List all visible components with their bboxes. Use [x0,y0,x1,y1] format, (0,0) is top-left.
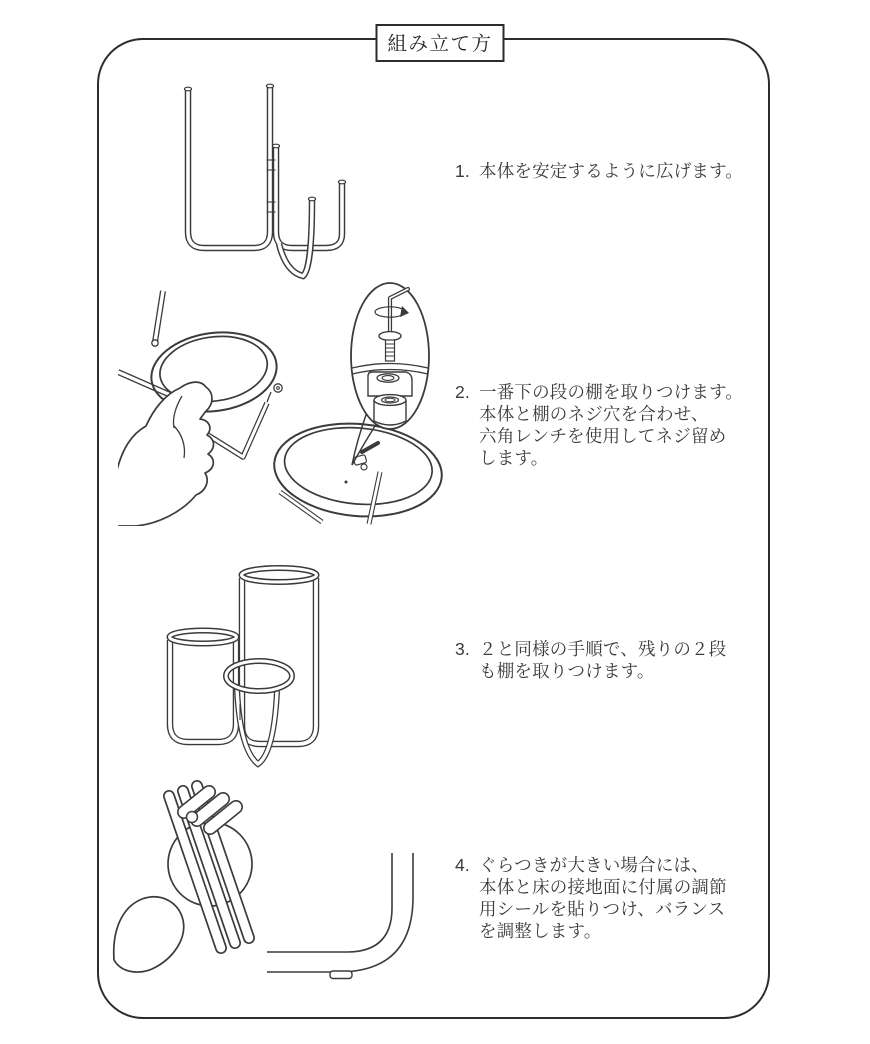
assembled-stand-drawing [158,552,398,782]
step-text-line: も棚を取りつけます。 [479,661,655,681]
screw-head-icon [152,340,158,346]
short-frame [170,631,237,743]
apply-seal-drawing [112,780,432,985]
step-text-line: 用シールを貼りつけ、バランス [479,899,726,919]
frame-front-u [188,87,270,248]
adjustment-seal-icon [187,812,198,823]
step-1-illustration [160,76,380,291]
step-3-illustration [158,552,398,782]
step-4-illustration [112,780,432,985]
leg-corner-detail [267,853,413,979]
step-4-text [455,854,770,942]
step-number: 3. [455,639,470,659]
step-2-illustration [118,276,448,526]
seal-pad-icon [330,971,352,979]
step-text-line: 六角レンチを使用してネジ留め [479,426,727,446]
spacer-cylinder [374,395,406,425]
frame-folded-u [279,200,312,276]
step-text-line: します。 [479,448,549,468]
washer-icon [379,332,401,341]
step-text-line: 本体を安定するように広げます。 [479,161,744,181]
tube-caps [184,84,345,201]
screw-thread-icon [386,340,395,361]
step-number: 1. [455,161,470,181]
step-text-line: ぐらつきが大きい場合には、 [479,855,709,875]
step-number: 2. [455,382,470,402]
attach-shelf-drawing [118,276,448,526]
bracket-with-hole [368,372,412,396]
step-text-line: 一番下の段の棚を取りつけます。 [479,382,744,402]
hand-holding-ring [118,382,214,526]
wrist [114,897,184,972]
step-1-text [455,160,770,182]
screw-eyelet-icon [274,384,282,392]
bottom-shelf-ring [270,417,445,524]
step-3-text [455,638,770,682]
page-title-text: 組み立て方 [387,33,493,55]
frame-leg-tubes [118,291,175,397]
step-text-line: 本体と棚のネジ穴を合わせ、 [479,404,709,424]
step-number: 4. [455,855,470,875]
tall-frame [242,568,317,744]
step-text-line: ２と同様の手順で、残りの２段 [479,639,727,659]
unfolded-frame-drawing [160,76,380,291]
step-2-text [455,381,770,469]
page-title [375,24,504,62]
step-text-line: を調整します。 [479,921,602,941]
step-text-line: 本体と床の接地面に付属の調節 [479,877,727,897]
